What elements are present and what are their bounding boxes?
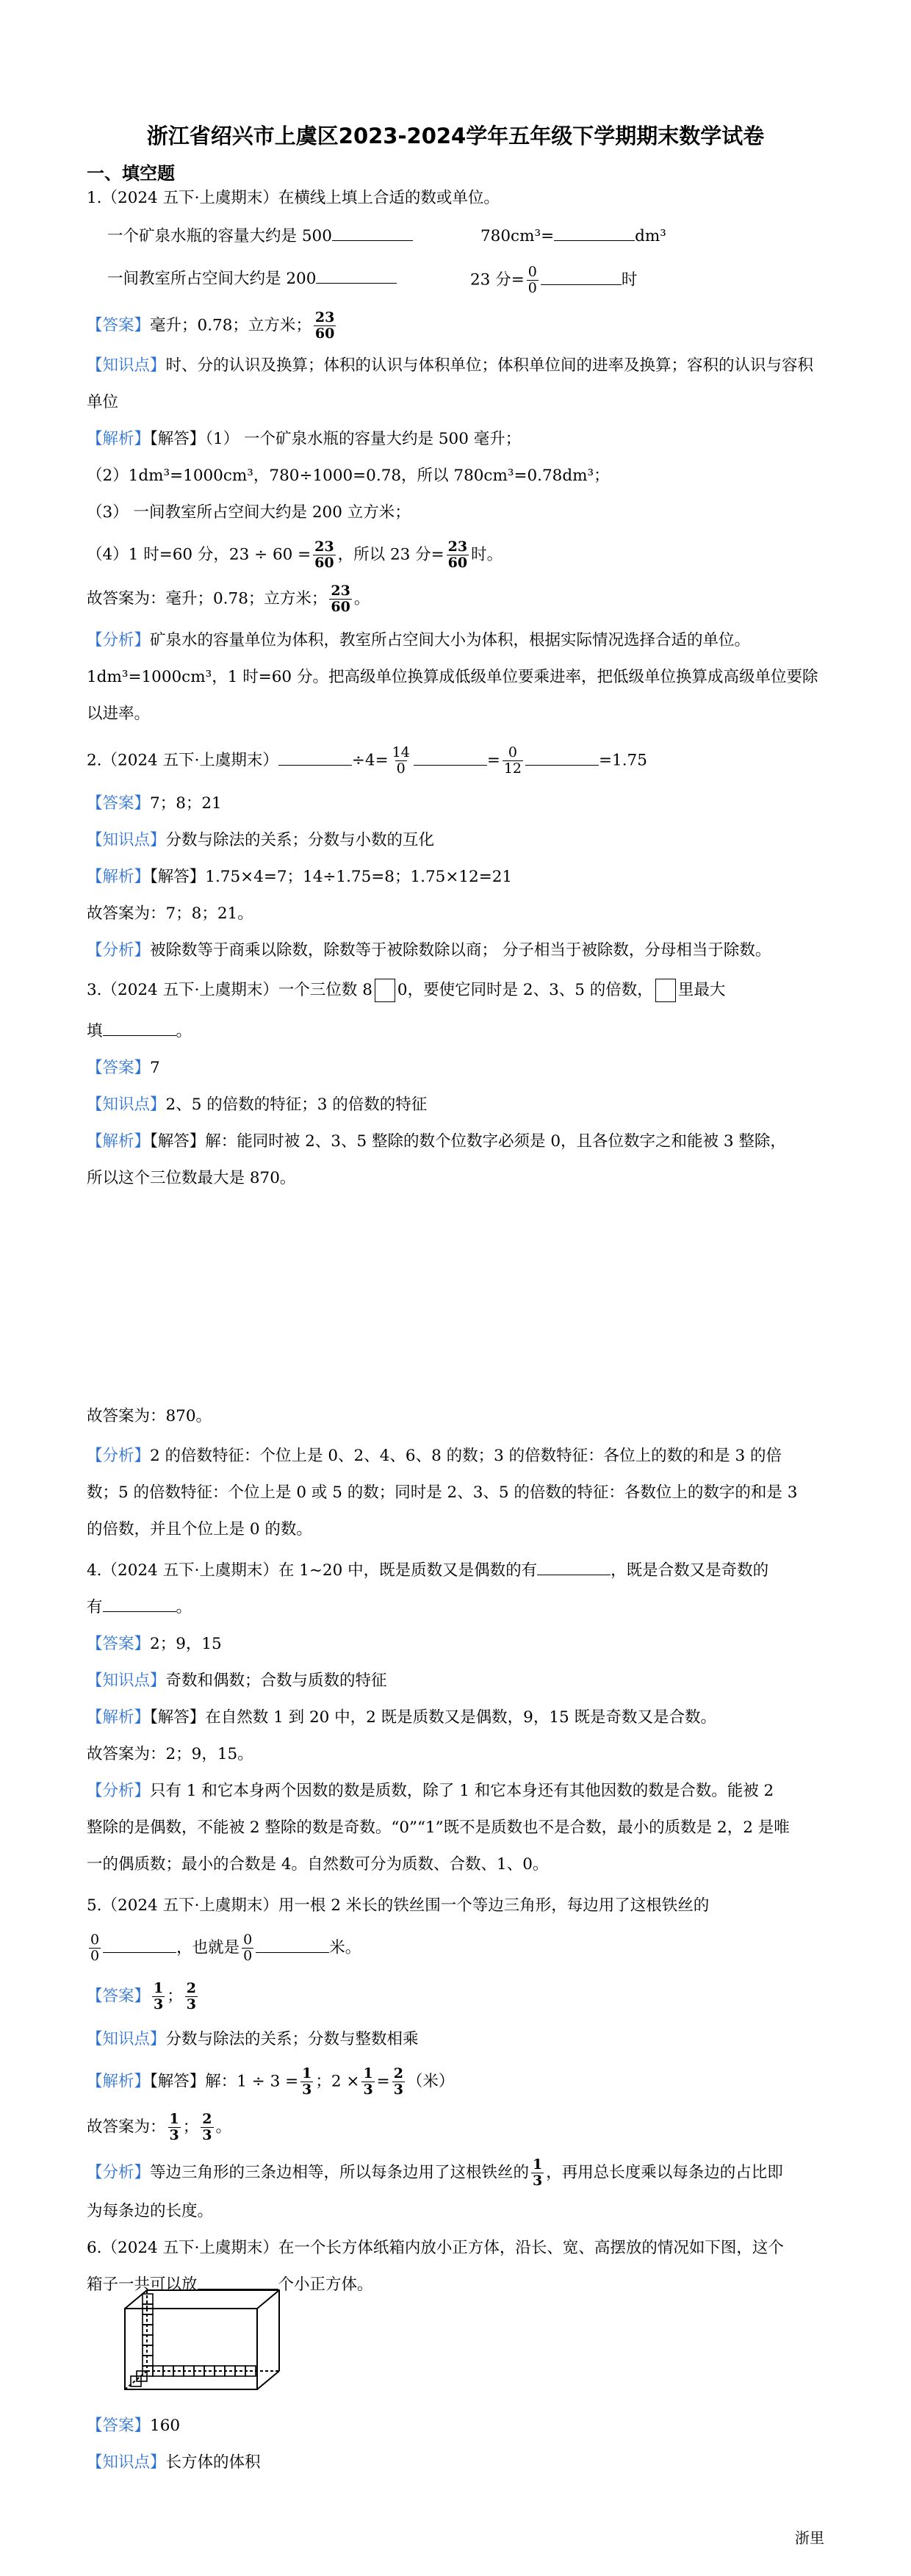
q5-summary-2: 为每条边的长度。 [87, 2202, 214, 2220]
blank-fraction[interactable]: $\frac{0}{0}$ [243, 1932, 253, 1964]
q4-summary-3: 一的偶质数；最小的合数是 4。自然数可分为质数、合数、1、0。 [87, 1855, 549, 1874]
q3-knowledge: 【知识点】2、5 的倍数的特征；3 的倍数的特征 [87, 1095, 428, 1114]
q3-summary-3: 的倍数，并且个位上是 0 的数。 [87, 1520, 312, 1539]
blank-fraction[interactable]: $\frac{0}{0}$ [527, 264, 537, 296]
q2-summary: 【分析】被除数等于商乘以除数，除数等于被除数除以商； 分子相当于被除数，分母相当于除数。 [87, 941, 771, 960]
q6-answer: 【答案】160 [87, 2417, 181, 2435]
answer-blank[interactable] [414, 749, 487, 766]
q3-final: 故答案为：870。 [87, 1407, 212, 1425]
q4-solution: 【解析】【解答】在自然数 1 到 20 中，2 既是质数又是偶数，9，15 既是奇数又是合数。 [87, 1708, 717, 1727]
q4-summary-1: 【分析】只有 1 和它本身两个因数的数是质数，除了 1 和它本身还有其他因数的数是合数。能被 2 [87, 1782, 774, 1800]
cuboid-box-figure [118, 2287, 294, 2411]
q1-summary-1: 【分析】矿泉水的容量单位为体积，教室所占空间大小为体积，根据实际情况选择合适的单位。 [87, 631, 751, 650]
q3-solution-1: 【解析】【解答】解：能同时被 2、3、5 整除的数个位数字必须是 0，且各位数字之和能被 3 整除， [87, 1132, 786, 1151]
q4-stem-2: 有 。 [87, 1593, 192, 1622]
q2-solution: 【解析】【解答】1.75×4=7；14÷1.75=8；1.75×12=21 [87, 868, 513, 886]
q1-solution-1: 【解析】【解答】（1） 一个矿泉水瓶的容量大约是 500 毫升； [87, 430, 522, 448]
q6-knowledge: 【知识点】长方体的体积 [87, 2453, 261, 2472]
q3-answer: 【答案】7 [87, 1059, 160, 1077]
q1-line-c: 一间教室所占空间大约是 200 [107, 265, 397, 294]
answer-blank[interactable] [537, 1558, 611, 1575]
q3-summary-2: 数；5 的倍数特征：个位上是 0 或 5 的数；同时是 2、3、5 的倍数的特征：各数位上的数字的和是 3 [87, 1483, 798, 1502]
q4-summary-2: 整除的是偶数，不能被 2 整除的数是奇数。“0”“1”既不是质数也不是合数，最小的质数是 2，2 是唯 [87, 1818, 790, 1837]
q5-knowledge: 【知识点】分数与除法的关系；分数与整数相乘 [87, 2030, 419, 2048]
digit-box[interactable] [655, 979, 676, 1002]
answer-blank[interactable] [525, 749, 599, 766]
section-heading: 一、填空题 [87, 163, 175, 184]
q1-knowledge: 【知识点】时、分的认识及换算；体积的认识与体积单位；体积单位间的进率及换算；容积的认识与容积 [87, 356, 814, 375]
q3-summary-1: 【分析】2 的倍数特征：个位上是 0、2、4、6、8 的数；3 的倍数特征：各位上的数的和是 3 的倍 [87, 1447, 782, 1465]
answer-blank[interactable] [554, 224, 635, 241]
q1-final: 故答案为：毫升；0.78；立方米； $\frac{23}{60}$ 。 [87, 583, 370, 615]
q5-summary-1: 【分析】等边三角形的三条边相等，所以每条边用了这根铁丝的 $\frac{1}{3}$ ，再用总长度乘以每条边的占比即 [87, 2156, 783, 2189]
q4-stem: 4.（2024 五下·上虞期末）在 1~20 中，既是质数又是偶数的有 ，既是合数又是奇数的 [87, 1556, 768, 1586]
answer-blank[interactable] [103, 1019, 176, 1036]
answer-blank[interactable] [278, 749, 352, 766]
q2-knowledge: 【知识点】分数与除法的关系；分数与小数的互化 [87, 831, 435, 849]
answer-blank[interactable] [332, 224, 413, 241]
q6-stem: 6.（2024 五下·上虞期末）在一个长方体纸箱内放小正方体，沿长、宽、高摆放的情况如下图，这个 [87, 2239, 784, 2257]
q1-summary-3: 以进率。 [87, 705, 151, 723]
q5-final: 故答案为： $\frac{1}{3}$ ； $\frac{2}{3}$ 。 [87, 2111, 232, 2143]
q2-answer: 【答案】7；8；21 [87, 794, 222, 813]
answer-blank[interactable] [103, 1595, 176, 1612]
q5-answer: 【答案】 $\frac{1}{3}$ ； $\frac{2}{3}$ [87, 1980, 196, 2012]
q3-stem-2: 填 。 [87, 1017, 192, 1046]
q1-line-a: 一个矿泉水瓶的容量大约是 500 [107, 222, 413, 251]
q1-summary-2: 1dm³=1000cm³，1 时=60 分。把高级单位换算成低级单位要乘进率，把低级单位换算成高级单位要除 [87, 668, 818, 686]
q3-solution-2: 所以这个三位数最大是 870。 [87, 1169, 296, 1187]
q6-stem-2: 箱子一共可以放 个小正方体。 [87, 2270, 373, 2300]
digit-box[interactable] [375, 979, 395, 1002]
blank-fraction[interactable]: $\frac{0}{0}$ [90, 1932, 100, 1964]
q2-stem: 2.（2024 五下·上虞期末） ÷4= $\frac{14}{0}$ = $\frac{0}{12}$ =1.75 [87, 744, 647, 777]
page-title: 浙江省绍兴市上虞区2023-2024学年五年级下学期期末数学试卷 [146, 123, 765, 148]
q1-knowledge-2: 单位 [87, 393, 119, 411]
q3-stem: 3.（2024 五下·上虞期末）一个三位数 8 0，要使它同时是 2、3、5 的倍数， 里最大 [87, 976, 725, 1005]
q1-solution-3: （3） 一间教室所占空间大约是 200 立方米； [87, 503, 411, 522]
q1-solution-4: （4）1 时=60 分，23 ÷ 60 = $\frac{23}{60}$ ，所以 23 分= $\frac{23}{60}$ 时。 [87, 539, 503, 571]
q2-final: 故答案为：7；8；21。 [87, 904, 253, 923]
q4-final: 故答案为：2；9，15。 [87, 1745, 253, 1763]
page-footer: 浙里 [795, 2529, 824, 2547]
answer-blank[interactable] [103, 1936, 176, 1953]
answer-blank[interactable] [256, 1936, 329, 1953]
q4-knowledge: 【知识点】奇数和偶数；合数与质数的特征 [87, 1672, 387, 1690]
q1-answer: 【答案】毫升；0.78；立方米； $\frac{23}{60}$ [87, 309, 335, 342]
q5-stem: 5.（2024 五下·上虞期末）用一根 2 米长的铁丝围一个等边三角形，每边用了这根铁丝的 [87, 1896, 710, 1915]
answer-blank[interactable] [316, 267, 397, 284]
q5-solution: 【解析】【解答】解：1 ÷ 3 = $\frac{1}{3}$ ；2 × $\frac{1}{3}$ = $\frac{2}{3}$ （米） [87, 2065, 455, 2098]
q1-solution-2: （2）1dm³=1000cm³，780÷1000=0.78，所以 780cm³=0.78dm³； [87, 467, 610, 485]
q1-line-d: 23 分= $\frac{0}{0}$ 时 [470, 264, 638, 296]
answer-blank[interactable] [541, 268, 622, 285]
q5-stem-2: $\frac{0}{0}$ ，也就是 $\frac{0}{0}$ 米。 [90, 1932, 361, 1964]
q4-answer: 【答案】2；9，15 [87, 1635, 222, 1653]
q1-line-b: 780cm³= dm³ [480, 222, 666, 251]
q1-stem: 1.（2024 五下·上虞期末）在横线上填上合适的数或单位。 [87, 189, 500, 207]
